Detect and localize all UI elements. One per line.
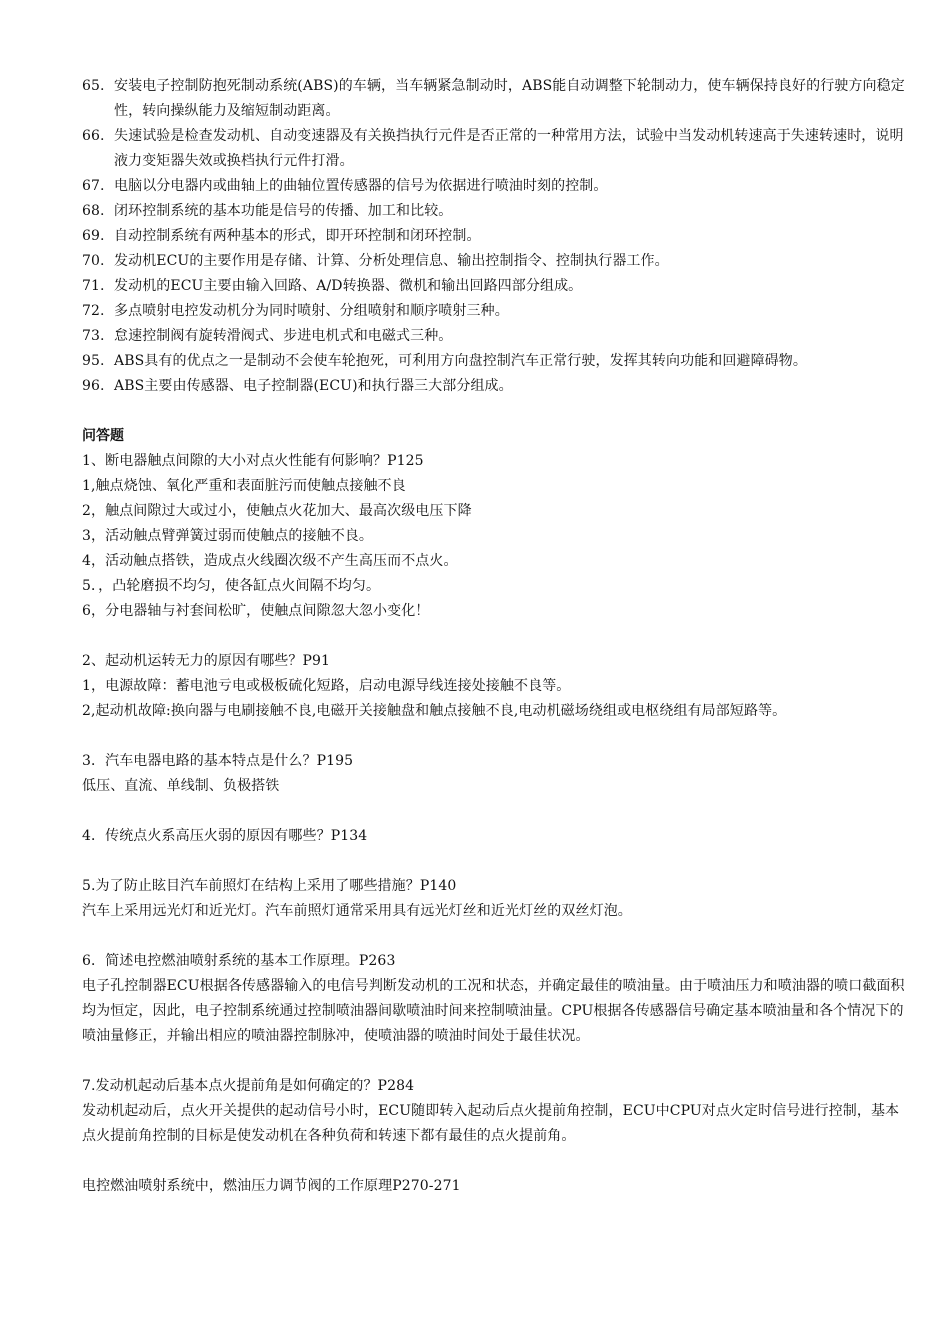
statement-text: 安装电子控制防抱死制动系统(ABS)的车辆，当车辆紧急制动时，ABS能自动调整下轮制动力，使车辆保持良好的行驶方向稳定性，转向操纵能力及缩短制动距离。 — [114, 78, 905, 119]
answer-line: 1，电源故障：蓄电池亏电或极板硫化短路，启动电源导线连接处接触不良等。 — [82, 678, 571, 694]
statement-65 — [82, 74, 912, 124]
statement-number: 96. — [82, 378, 105, 394]
statement-95 — [82, 349, 912, 374]
statement-text: 多点喷射电控发动机分为同时喷射、分组喷射和顺序喷射三种。 — [114, 303, 509, 319]
document-page — [82, 74, 912, 1199]
question-7-block — [82, 1074, 912, 1149]
question-1: 1、断电器触点间隙的大小对点火性能有何影响？P125 — [82, 453, 424, 469]
statement-number: 73. — [82, 328, 105, 344]
question-6: 6．简述电控燃油喷射系统的基本工作原理。P263 — [82, 953, 396, 969]
statement-text: 发动机ECU的主要作用是存储、计算、分析处理信息、输出控制指令、控制执行器工作。 — [114, 253, 669, 269]
statement-number: 67. — [82, 178, 105, 194]
true-false-section — [82, 74, 912, 399]
question-4: 4．传统点火系高压火弱的原因有哪些？P134 — [82, 828, 368, 844]
answer-line: 4，活动触点搭铁，造成点火线圈次级不产生高压而不点火。 — [82, 553, 458, 569]
statement-72 — [82, 299, 912, 324]
answer-line: 5．，凸轮磨损不均匀，使各缸点火间隔不均匀。 — [82, 578, 381, 594]
statement-number: 66. — [82, 128, 105, 144]
question-7: 7.发动机起动后基本点火提前角是如何确定的？P284 — [82, 1078, 415, 1094]
statement-number: 69. — [82, 228, 105, 244]
statement-96 — [82, 374, 912, 399]
statement-66 — [82, 124, 912, 174]
question-3: 3．汽车电器电路的基本特点是什么？P195 — [82, 753, 354, 769]
statement-number: 65. — [82, 78, 105, 94]
question-3-block — [82, 749, 912, 799]
answer-line: 汽车上采用远光灯和近光灯。汽车前照灯通常采用具有远光灯丝和近光灯丝的双丝灯泡。 — [82, 903, 632, 919]
statement-68 — [82, 199, 912, 224]
statement-73 — [82, 324, 912, 349]
question-5-block — [82, 874, 912, 924]
answer-paragraph: 电子孔控制器ECU根据各传感器输入的电信号判断发动机的工况和状态，并确定最佳的喷油量。由于喷油压力和喷油器的喷口截面积均为恒定，因此，电子控制系统通过控制喷油器间歇喷油时间来控制喷油量。CPU根据各传感器信号确定基本喷油量和各个情况下的喷油量修正，并输出相应的喷油器控制脉冲，使喷油器的喷油时间处于最佳状况。 — [82, 978, 905, 1044]
statement-number: 71. — [82, 278, 105, 294]
statement-text: 怠速控制阀有旋转滑阀式、步进电机式和电磁式三种。 — [114, 328, 453, 344]
statement-text: ABS具有的优点之一是制动不会使车轮抱死，可利用方向盘控制汽车正常行驶，发挥其转向功能和回避障碍物。 — [114, 353, 807, 369]
question-4-block — [82, 824, 912, 849]
answer-line: 6，分电器轴与衬套间松旷，使触点间隙忽大忽小变化！ — [82, 603, 430, 619]
answer-line: 2，触点间隙过大或过小，使触点火花加大、最高次级电压下降 — [82, 503, 472, 519]
statement-number: 68. — [82, 203, 105, 219]
answer-line: 低压、直流、单线制、负极搭铁 — [82, 778, 280, 794]
statement-text: 自动控制系统有两种基本的形式，即开环控制和闭环控制。 — [114, 228, 481, 244]
statement-text: 闭环控制系统的基本功能是信号的传播、加工和比较。 — [114, 203, 453, 219]
question-2-block — [82, 649, 912, 724]
answer-line: 2,起动机故障:换向器与电刷接触不良,电磁开关接触盘和触点接触不良,电动机磁场绕组或电枢绕组有局部短路等。 — [82, 703, 787, 719]
answer-line: 3，活动触点臂弹簧过弱而使触点的接触不良。 — [82, 528, 374, 544]
statement-text: 失速试验是检查发动机、自动变速器及有关换挡执行元件是否正常的一种常用方法，试验中当发动机转速高于失速转速时，说明液力变矩器失效或换档执行元件打滑。 — [114, 128, 904, 169]
statement-70 — [82, 249, 912, 274]
statement-67 — [82, 174, 912, 199]
statement-text: 发动机的ECU主要由输入回路、A/D转换器、微机和输出回路四部分组成。 — [114, 278, 583, 294]
question-1-block — [82, 449, 912, 624]
statement-number: 72. — [82, 303, 105, 319]
question-2: 2、起动机运转无力的原因有哪些？P91 — [82, 653, 331, 669]
statement-69 — [82, 224, 912, 249]
answer-paragraph: 发动机起动后，点火开关提供的起动信号小时，ECU随即转入起动后点火提前角控制，ECU中CPU对点火定时信号进行控制，基本点火提前角控制的目标是使发动机在各种负荷和转速下都有最佳的点火提前角。 — [82, 1103, 900, 1144]
qa-heading: 问答题 — [82, 428, 124, 444]
answer-line: 1,触点烧蚀、氧化严重和表面脏污而使触点接触不良 — [82, 478, 406, 494]
question-8-block — [82, 1174, 912, 1199]
statement-number: 70. — [82, 253, 105, 269]
question-5: 5.为了防止眩目汽车前照灯在结构上采用了哪些措施？P140 — [82, 878, 457, 894]
statement-71 — [82, 274, 912, 299]
statement-text: 电脑以分电器内或曲轴上的曲轴位置传感器的信号为依据进行喷油时刻的控制。 — [114, 178, 608, 194]
statement-text: ABS主要由传感器、电子控制器(ECU)和执行器三大部分组成。 — [114, 378, 513, 394]
question-6-block — [82, 949, 912, 1049]
statement-number: 95. — [82, 353, 105, 369]
question-8: 电控燃油喷射系统中，燃油压力调节阀的工作原理P270-271 — [82, 1178, 461, 1194]
